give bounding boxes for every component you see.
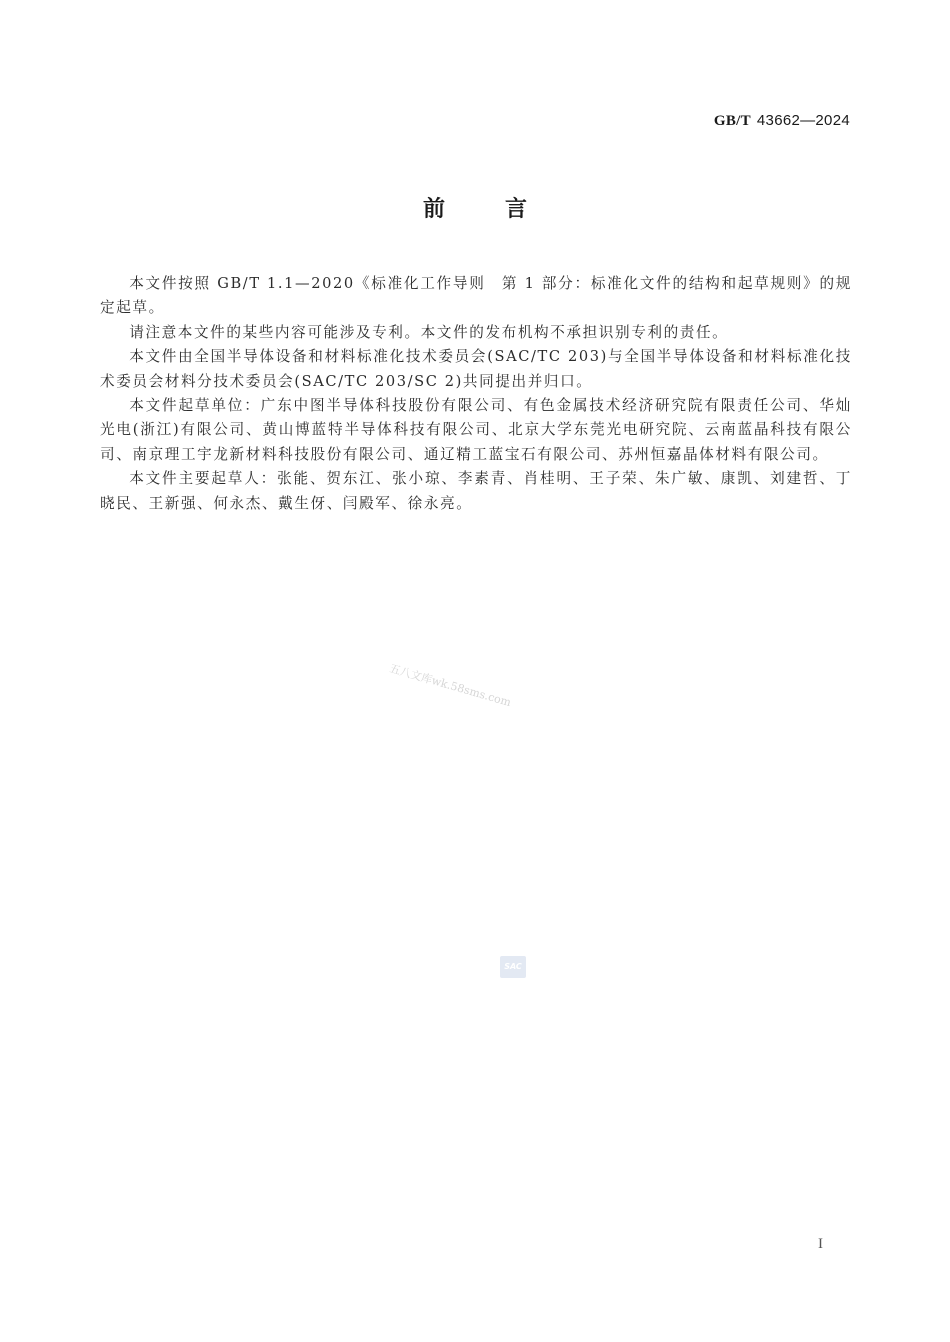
title-char-2: 言 <box>505 197 528 222</box>
standard-code-number: 43662—2024 <box>756 112 850 129</box>
watermark-text: 五八文库wk.58sms.com <box>387 661 513 710</box>
page-number: I <box>818 1236 823 1252</box>
standard-code-prefix: GB/T <box>713 113 751 129</box>
page-title <box>0 192 950 223</box>
title-char-1: 前 <box>422 197 445 222</box>
paragraph-patent-notice: 请注意本文件的某些内容可能涉及专利。本文件的发布机构不承担识别专利的责任。 <box>129 323 729 341</box>
paragraph-drafting-rules: 本文件按照 GB/T 1.1—2020《标准化工作导则 第 1 部分：标准化文件的结构和起草规则》的规定起草。 <box>100 275 852 317</box>
paragraph-proposed-by: 本文件由全国半导体设备和材料标准化技术委员会(SAC/TC 203)与全国半导体设备和材料标准化技术委员会材料分技术委员会(SAC/TC 203/SC 2)共同提出并归口。 <box>100 348 852 390</box>
paragraph-drafters: 本文件主要起草人：张能、贺东江、张小琼、李素青、肖桂明、王子荣、朱广敏、康凯、刘建哲、丁晓民、王新强、何永杰、戴生伢、闫殿军、徐永亮。 <box>100 470 852 512</box>
paragraph-drafting-units: 本文件起草单位：广东中图半导体科技股份有限公司、有色金属技术经济研究院有限责任公司、华灿光电(浙江)有限公司、黄山博蓝特半导体科技有限公司、北京大学东莞光电研究院、云南蓝晶科技有限公司、南京理工宇龙新材料科技股份有限公司、通辽精工蓝宝石有限公司、苏州恒嘉晶体材料有限公司。 <box>100 397 852 463</box>
standard-code <box>714 112 850 130</box>
sac-logo-icon: SAC <box>500 956 526 978</box>
foreword-body <box>100 272 852 516</box>
